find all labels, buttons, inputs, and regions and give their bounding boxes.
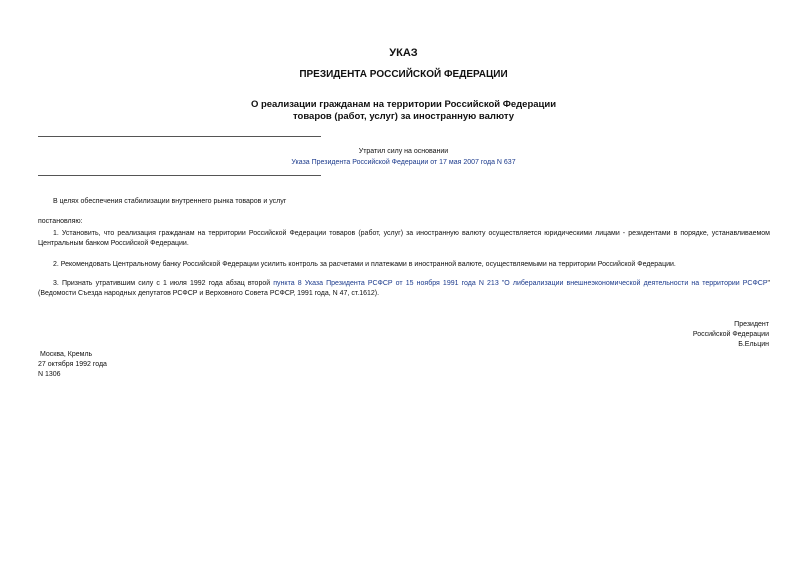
repeal-decree-link[interactable]: Указа Президента Российской Федерации от 17 мая 2007 года N 637 [291,159,516,166]
clause-1: 1. Установить, что реализация гражданам на территории Российской Федерации товаров (работ, услуг) за иностранную валюту осуществляется юридическими лицами - резидентами в порядке, устанавливаемом Центральным банком Российской Федерации. [38,230,770,247]
referenced-decree-link[interactable]: пункта 8 Указа Президента РСФСР от 15 ноября 1991 года N 213 "О либерализации внешнеэкономической деятельности на территории РСФСР [273,280,768,287]
status-note-row [0,158,807,168]
document-type-heading: УКАЗ [389,47,418,59]
resolve-word: постановляю: [38,218,83,225]
issuer-heading: ПРЕЗИДЕНТА РОССИЙСКОЙ ФЕДЕРАЦИИ [299,69,508,80]
decree-subject [0,99,807,123]
decree-subject-line-2: товаров (работ, услуг) за иностранную валюту [293,111,514,122]
issue-place: Москва, Кремль [40,351,93,358]
signature-title: Президент [734,321,769,328]
clause-3 [38,279,770,299]
clause-3-prefix: 3. Признать утратившим силу с 1 июля 1992 года абзац второй [53,280,274,287]
clause-3-suffix: " (Ведомости Съезда народных депутатов РСФСР и Верховного Совета РСФСР, 1991 года, N 47, ст.1612). [38,280,770,297]
status-note-text: Утратил силу на основании [358,148,449,155]
issue-date: 27 октября 1992 года [38,361,107,368]
signature-name: Б.Ельцин [738,341,769,348]
clause-2: 2. Рекомендовать Центральному банку Российской Федерации усилить контроль за расчетами и платежами в иностранной валюте, осуществляемыми на территории Российской Федерации. [53,261,676,268]
bottom-divider [38,175,321,176]
decree-subject-line-1: О реализации гражданам на территории Российской Федерации [250,99,557,110]
preamble-paragraph: В целях обеспечения стабилизации внутреннего рынка товаров и услуг [53,198,287,205]
top-divider [38,136,321,137]
signature-country: Российской Федерации [692,331,769,338]
decree-number: N 1306 [38,371,61,378]
